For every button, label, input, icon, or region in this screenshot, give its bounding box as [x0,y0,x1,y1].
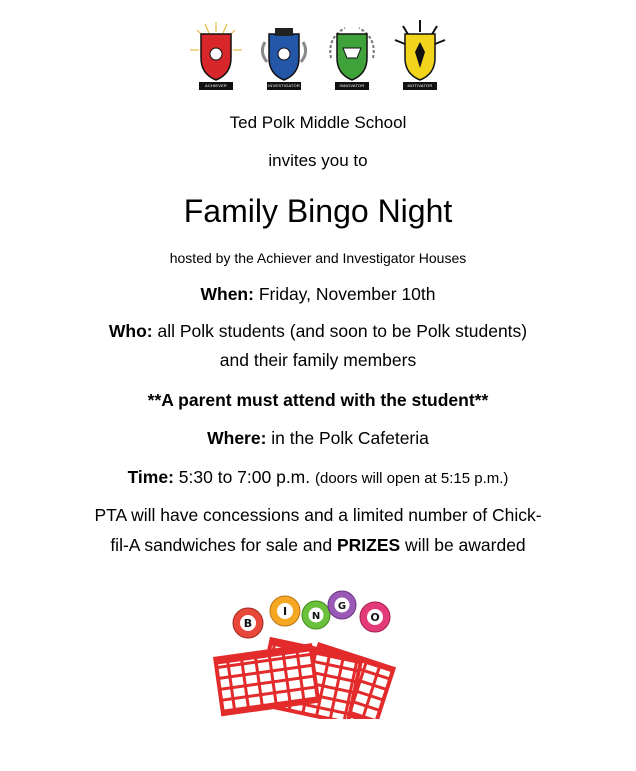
bingo-ball-b [233,608,263,638]
bingo-ball-g-text: G [337,601,347,612]
motivator-crest-label: MOTIVATOR [403,82,437,90]
bingo-ball-g [328,591,356,619]
achiever-crest-label: ACHIEVER [199,82,233,90]
who-line-2: and their family members [219,350,417,370]
when-value: Friday, November 10th [253,284,436,304]
bingo-ball-n [302,601,330,629]
who-line [0,321,636,342]
school-name: Ted Polk Middle School [229,113,407,132]
who-label: Who: [108,321,153,341]
house-crests [0,18,636,92]
bingo-balls [233,591,390,638]
time-label: Time: [127,467,174,487]
where-line [0,428,636,449]
innovator-crest [321,18,383,92]
bingo-ball-o-text: O [370,611,380,624]
pta-line-2-start: fil-A sandwiches for sale and [110,535,337,555]
time-note: (doors will open at 5:15 p.m.) [314,470,509,487]
pta-line-1: PTA will have concessions and a limited number of Chick- [94,505,542,525]
who-value: all Polk students (and soon to be Polk students) [152,321,528,341]
time-value: 5:30 to 7:00 p.m. [173,467,315,487]
motivator-crest-icon [389,18,451,92]
motivator-crest [389,18,451,92]
investigator-crest-icon [253,18,315,92]
pta-line-2-end: will be awarded [400,535,526,555]
bingo-illustration [205,587,415,719]
where-label: Where: [207,428,267,448]
bingo-ball-o [360,602,390,632]
event-title: Family Bingo Night [183,193,453,229]
hosted-by-text: hosted by the Achiever and Investigator Houses [169,250,467,266]
investigator-crest-label: INVESTIGATOR [268,83,300,88]
bingo-ball-i [270,596,300,626]
pta-line-2 [0,535,636,556]
when-line [0,284,636,305]
bingo-ball-i-text: I [282,605,288,618]
achiever-crest [185,18,247,92]
time-line [0,467,636,488]
bingo-cards-icon [205,587,415,719]
prizes-text: PRIZES [336,535,401,555]
bingo-ball-b-text: B [243,617,253,630]
parent-notice: **A parent must attend with the student** [147,390,489,410]
achiever-crest-icon [185,18,247,92]
when-label: When: [200,284,254,304]
invites-text: invites you to [268,151,368,170]
innovator-crest-label: INNOVATOR [335,82,369,90]
investigator-crest [253,18,315,92]
innovator-crest-icon [321,18,383,92]
where-value: in the Polk Cafeteria [266,428,429,448]
bingo-ball-n-text: N [311,611,321,622]
